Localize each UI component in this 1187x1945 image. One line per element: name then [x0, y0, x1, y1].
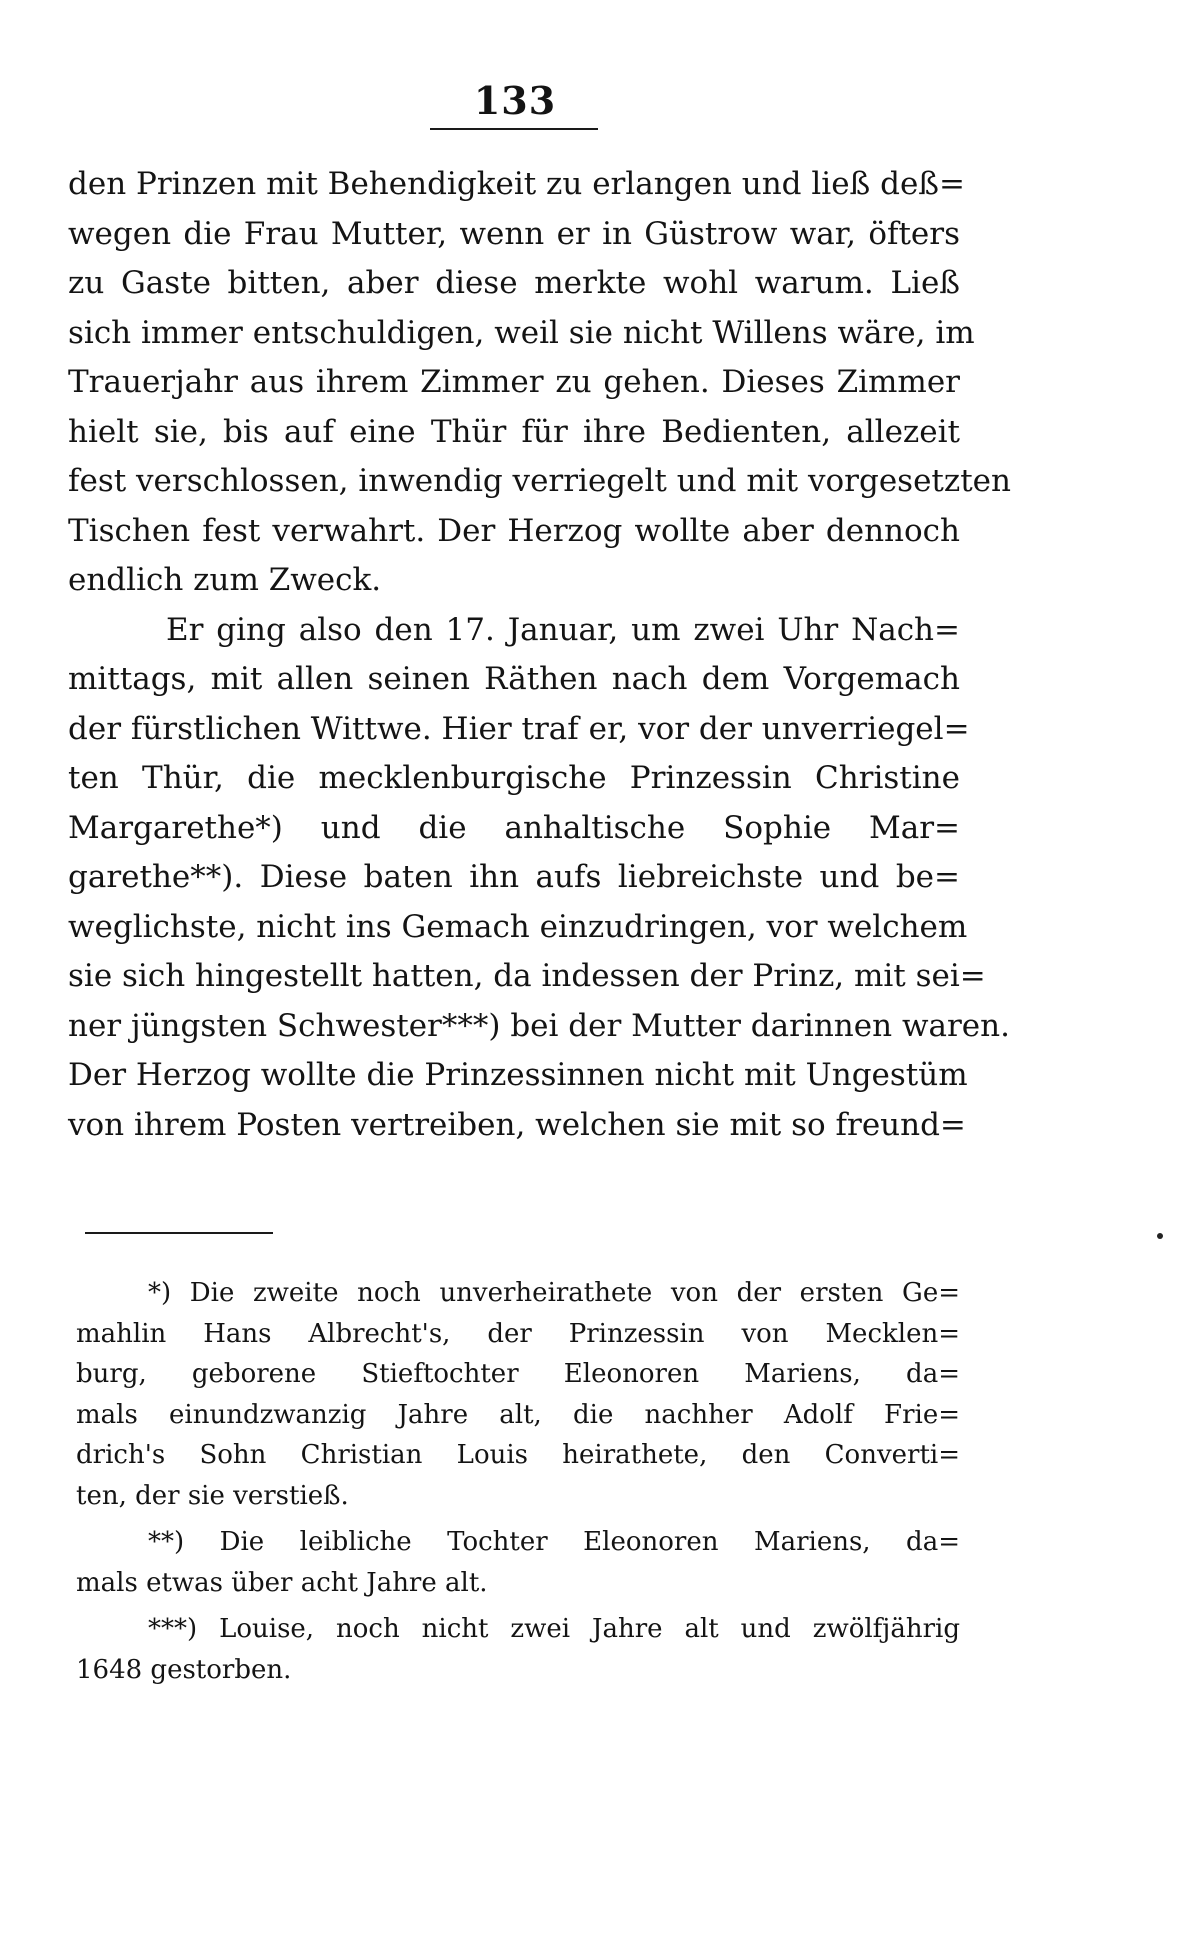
text-line: ten Thür, die mecklenburgische Prinzessin Christine — [68, 760, 960, 796]
footnote-line: mahlin Hans Albrecht's, der Prinzessin von Mecklen= — [76, 1318, 960, 1349]
text-line: von ihrem Posten vertreiben, welchen sie mit so freund= — [68, 1106, 966, 1143]
text-line: Der Herzog wollte die Prinzessinnen nicht mit Ungestüm — [68, 1057, 968, 1093]
text-line: wegen die Frau Mutter, wenn er in Güstrow war, öfters — [68, 215, 960, 252]
text-line: Tischen fest verwahrt. Der Herzog wollte aber dennoch — [68, 512, 960, 549]
header-rule — [430, 128, 598, 130]
text-line: Trauerjahr aus ihrem Zimmer zu gehen. Dieses Zimmer — [68, 364, 960, 400]
text-line: sich immer entschuldigen, weil sie nicht Willens wäre, im — [68, 314, 975, 351]
text-line: garethe**). Diese baten ihn aufs liebreichste und be= — [68, 859, 960, 895]
text-line: sie sich hingestellt hatten, da indessen der Prinz, mit sei= — [68, 958, 986, 994]
text-line: weglichste, nicht ins Gemach einzudringen, vor welchem — [68, 908, 968, 945]
text-line: endlich zum Zweck. — [68, 562, 382, 598]
ink-speck — [1157, 1233, 1163, 1239]
footnote-line: drich's Sohn Christian Louis heirathete, den Converti= — [76, 1440, 960, 1470]
text-line: den Prinzen mit Behendigkeit zu erlangen und ließ deß= — [68, 166, 965, 202]
footnote-line: **) Die leibliche Tochter Eleonoren Mariens, da= — [148, 1527, 960, 1557]
text-line: zu Gaste bitten, aber diese merkte wohl warum. Ließ — [68, 265, 960, 301]
text-line: hielt sie, bis auf eine Thür für ihre Bedienten, allezeit — [68, 413, 960, 450]
page-number: 133 — [473, 78, 557, 123]
main-text — [68, 160, 1011, 1150]
text-line: der fürstlichen Wittwe. Hier traf er, vor der unverriegel= — [68, 710, 970, 747]
footnote-separator — [85, 1232, 273, 1234]
text-line: fest verschlossen, inwendig verriegelt und mit vorgesetzten — [68, 463, 1011, 499]
text-line: mittags, mit allen seinen Räthen nach dem Vorgemach — [68, 661, 960, 697]
footnote-line: mals einundzwanzig Jahre alt, die nachher Adolf Frie= — [76, 1399, 960, 1430]
text-line: ner jüngsten Schwester***) bei der Mutter darinnen waren. — [68, 1007, 1010, 1044]
footnote-line: burg, geborene Stieftochter Eleonoren Mariens, da= — [76, 1359, 960, 1389]
footnote-line: *) Die zweite noch unverheirathete von der ersten Ge= — [148, 1278, 960, 1308]
footnote-line: mals etwas über acht Jahre alt. — [76, 1567, 488, 1598]
footnotes — [76, 1273, 960, 1690]
footnote-line: ten, der sie verstieß. — [76, 1480, 349, 1511]
footnote-line: ***) Louise, noch nicht zwei Jahre alt und zwölfjährig — [148, 1614, 960, 1644]
text-line: Er ging also den 17. Januar, um zwei Uhr Nach= — [166, 611, 960, 648]
footnote-line: 1648 gestorben. — [76, 1654, 292, 1685]
text-line: Margarethe*) und die anhaltische Sophie Mar= — [68, 809, 960, 846]
